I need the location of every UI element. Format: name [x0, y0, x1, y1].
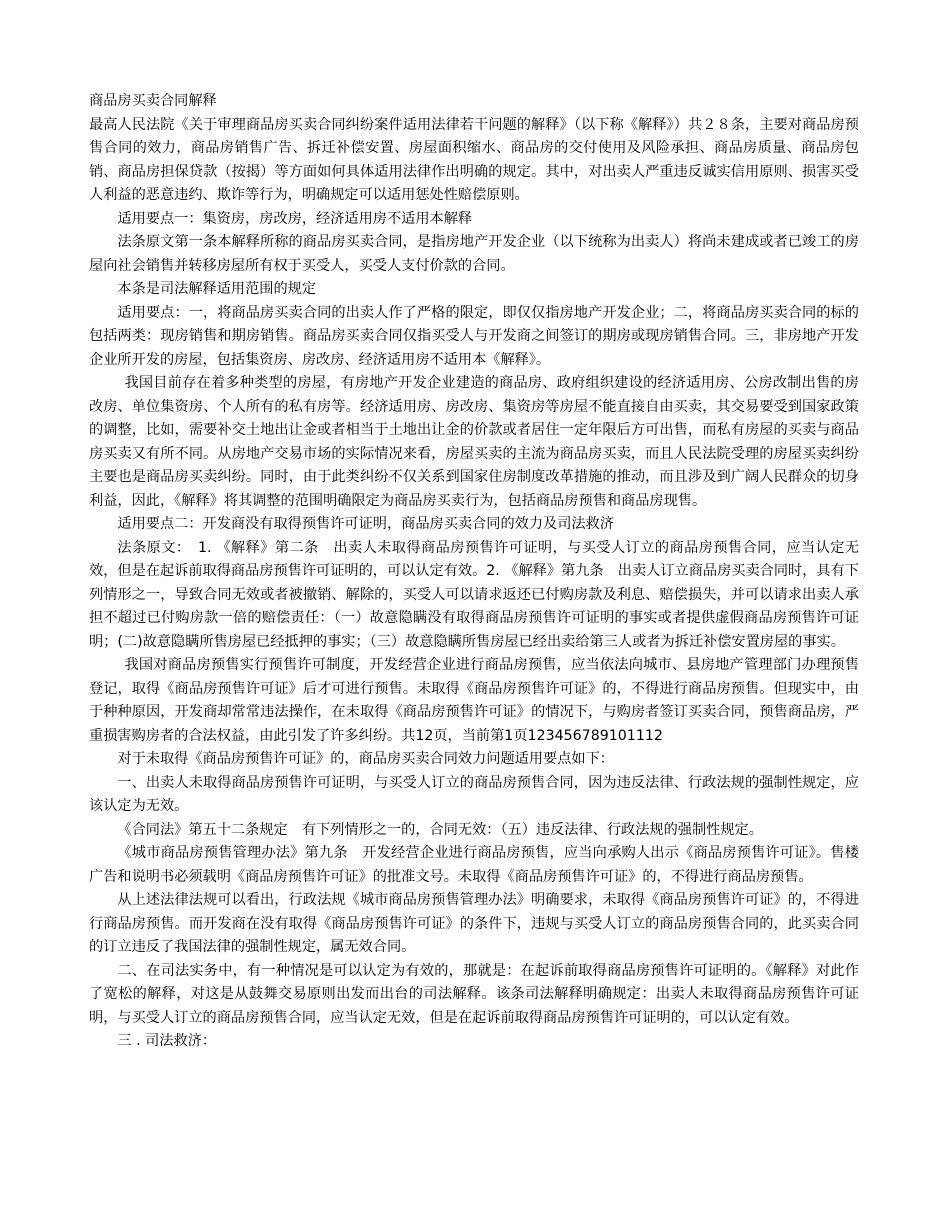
- paragraph: 法条原文： 1. 《解释》第二条 出卖人未取得商品房预售许可证明，与买受人订立的商品房预售合同，应当认定无效，但是在起诉前取得商品房预售许可证明的，可以认定有效。2. 《解释》第九条 出卖人订立商品房买卖合同时，具有下列情形之一，导致合同无效或者被撤销、解除的，买受人可以请求返还已付购房款及利息、赔偿损失，并可以请求出卖人承担不超过已付购房款一倍的赔偿责任：（一）故意隐瞒没有取得商品房预售许可证明的事实或者提供虚假商品房预售许可证明；(二)故意隐瞒所售房屋已经抵押的事实；（三）故意隐瞒所售房屋已经出卖给第三人或者为拆迁补偿安置房屋的事实。: [89, 539, 859, 650]
- paragraph: 适用要点二：开发商没有取得预售许可证明，商品房买卖合同的效力及司法救济: [117, 516, 614, 532]
- paragraph: 《合同法》第五十二条规定 有下列情形之一的，合同无效：（五）违反法律、行政法规的强制性规定。: [117, 821, 763, 838]
- document-title: 商品房买卖合同解释: [89, 93, 217, 109]
- paragraph: 一、出卖人未取得商品房预售许可证明，与买受人订立的商品房预售合同，因为违反法律、行政法规的强制性规定，应该认定为无效。: [89, 774, 859, 814]
- document-page: [89, 90, 859, 1054]
- paragraph: 法条原文第一条本解释所称的商品房买卖合同，是指房地产开发企业（以下统称为出卖人）将尚未建成或者已竣工的房屋向社会销售并转移房屋所有权于买受人，买受人支付价款的合同。: [89, 234, 859, 274]
- document-body: [89, 114, 859, 1054]
- paragraph: 对于未取得《商品房预售许可证》的，商品房买卖合同效力问题适用要点如下：: [117, 751, 614, 767]
- paragraph: 本条是司法解释适用范围的规定: [117, 281, 317, 297]
- paragraph: 二、在司法实务中，有一种情况是可以认定为有效的，那就是：在起诉前取得商品房预售许可证明的。《解释》对此作了宽松的解释，对这是从鼓舞交易原则出发而出台的司法解释。该条司法解释明确规定：出卖人未取得商品房预售许可证明，与买受人订立的商品房预售合同，应当认定无效，但是在起诉前取得商品房预售许可证明的，可以认定有效。: [89, 962, 859, 1026]
- paragraph: 我国目前存在着多种类型的房屋，有房地产开发企业建造的商品房、政府组织建设的经济适用房、公房改制出售的房改房、单位集资房、个人所有的私有房等。经济适用房、房改房、集资房等房屋不能直接自由买卖，其交易要受到国家政策的调整，比如，需要补交土地出让金或者相当于土地出让金的价款或者居住一定年限后方可出售，而私有房屋的买卖与商品房买卖又有所不同。从房地产交易市场的实际情况来看，房屋买卖的主流为商品房买卖，而且人民法院受理的房屋买卖纠纷主要也是商品房买卖纠纷。同时，由于此类纠纷不仅关系到国家住房制度改革措施的推动，而且涉及到广阔人民群众的切身利益，因此，《解释》将其调整的范围明确限定为商品房买卖行为，包括商品房预售和商品房现售。: [89, 375, 859, 509]
- paragraph: 从上述法律法规可以看出，行政法规《城市商品房预售管理办法》明确要求，未取得《商品房预售许可证》的，不得进行商品房预售。而开发商在没有取得《商品房预售许可证》的条件下，违规与买受人订立的商品房预售合同的，此买卖合同的订立违反了我国法律的强制性规定，属无效合同。: [89, 892, 859, 955]
- paragraph: 我国对商品房预售实行预售许可制度，开发经营企业进行商品房预售，应当依法向城市、县房地产管理部门办理预售登记，取得《商品房预售许可证》后才可进行预售。未取得《商品房预售许可证》的，不得进行商品房预售。但现实中，由于种种原因，开发商却常常违法操作，在未取得《商品房预售许可证》的情况下，与购房者签订买卖合同，预售商品房，严重损害购房者的合法权益，由此引发了许多纠纷。共12页，当前第1页123456789101112: [89, 657, 859, 744]
- paragraph: 三 . 司法救济：: [117, 1033, 217, 1049]
- paragraph: 适用要点：一，将商品房买卖合同的出卖人作了严格的限定，即仅仅指房地产开发企业；二，将商品房买卖合同的标的包括两类：现房销售和期房销售。商品房买卖合同仅指买受人与开发商之间签订的期房或现房销售合同。三，非房地产开发企业所开发的房屋，包括集资房、房改房、经济适用房不适用本《解释》。: [89, 304, 859, 368]
- paragraph: 适用要点一：集资房，房改房，经济适用房不适用本解释: [117, 210, 473, 227]
- paragraph: 最高人民法院《关于审理商品房买卖合同纠纷案件适用法律若干问题的解释》（以下称《解释》）共２８条，主要对商品房预售合同的效力，商品房销售广告、拆迁补偿安置、房屋面积缩水、商品房的交付使用及风险承担、商品房质量、商品房包销、商品房担保贷款（按揭）等方面如何具体适用法律作出明确的规定。其中，对出卖人严重违反诚实信用原则、损害买受人利益的恶意违约、欺诈等行为，明确规定可以适用惩处性赔偿原则。: [89, 116, 859, 203]
- paragraph: 《城市商品房预售管理办法》第九条 开发经营企业进行商品房预售，应当向承购人出示《商品房预售许可证》。售楼广告和说明书必须载明《商品房预售许可证》的批准文号。未取得《商品房预售许可证》的，不得进行商品房预售。: [89, 845, 859, 885]
